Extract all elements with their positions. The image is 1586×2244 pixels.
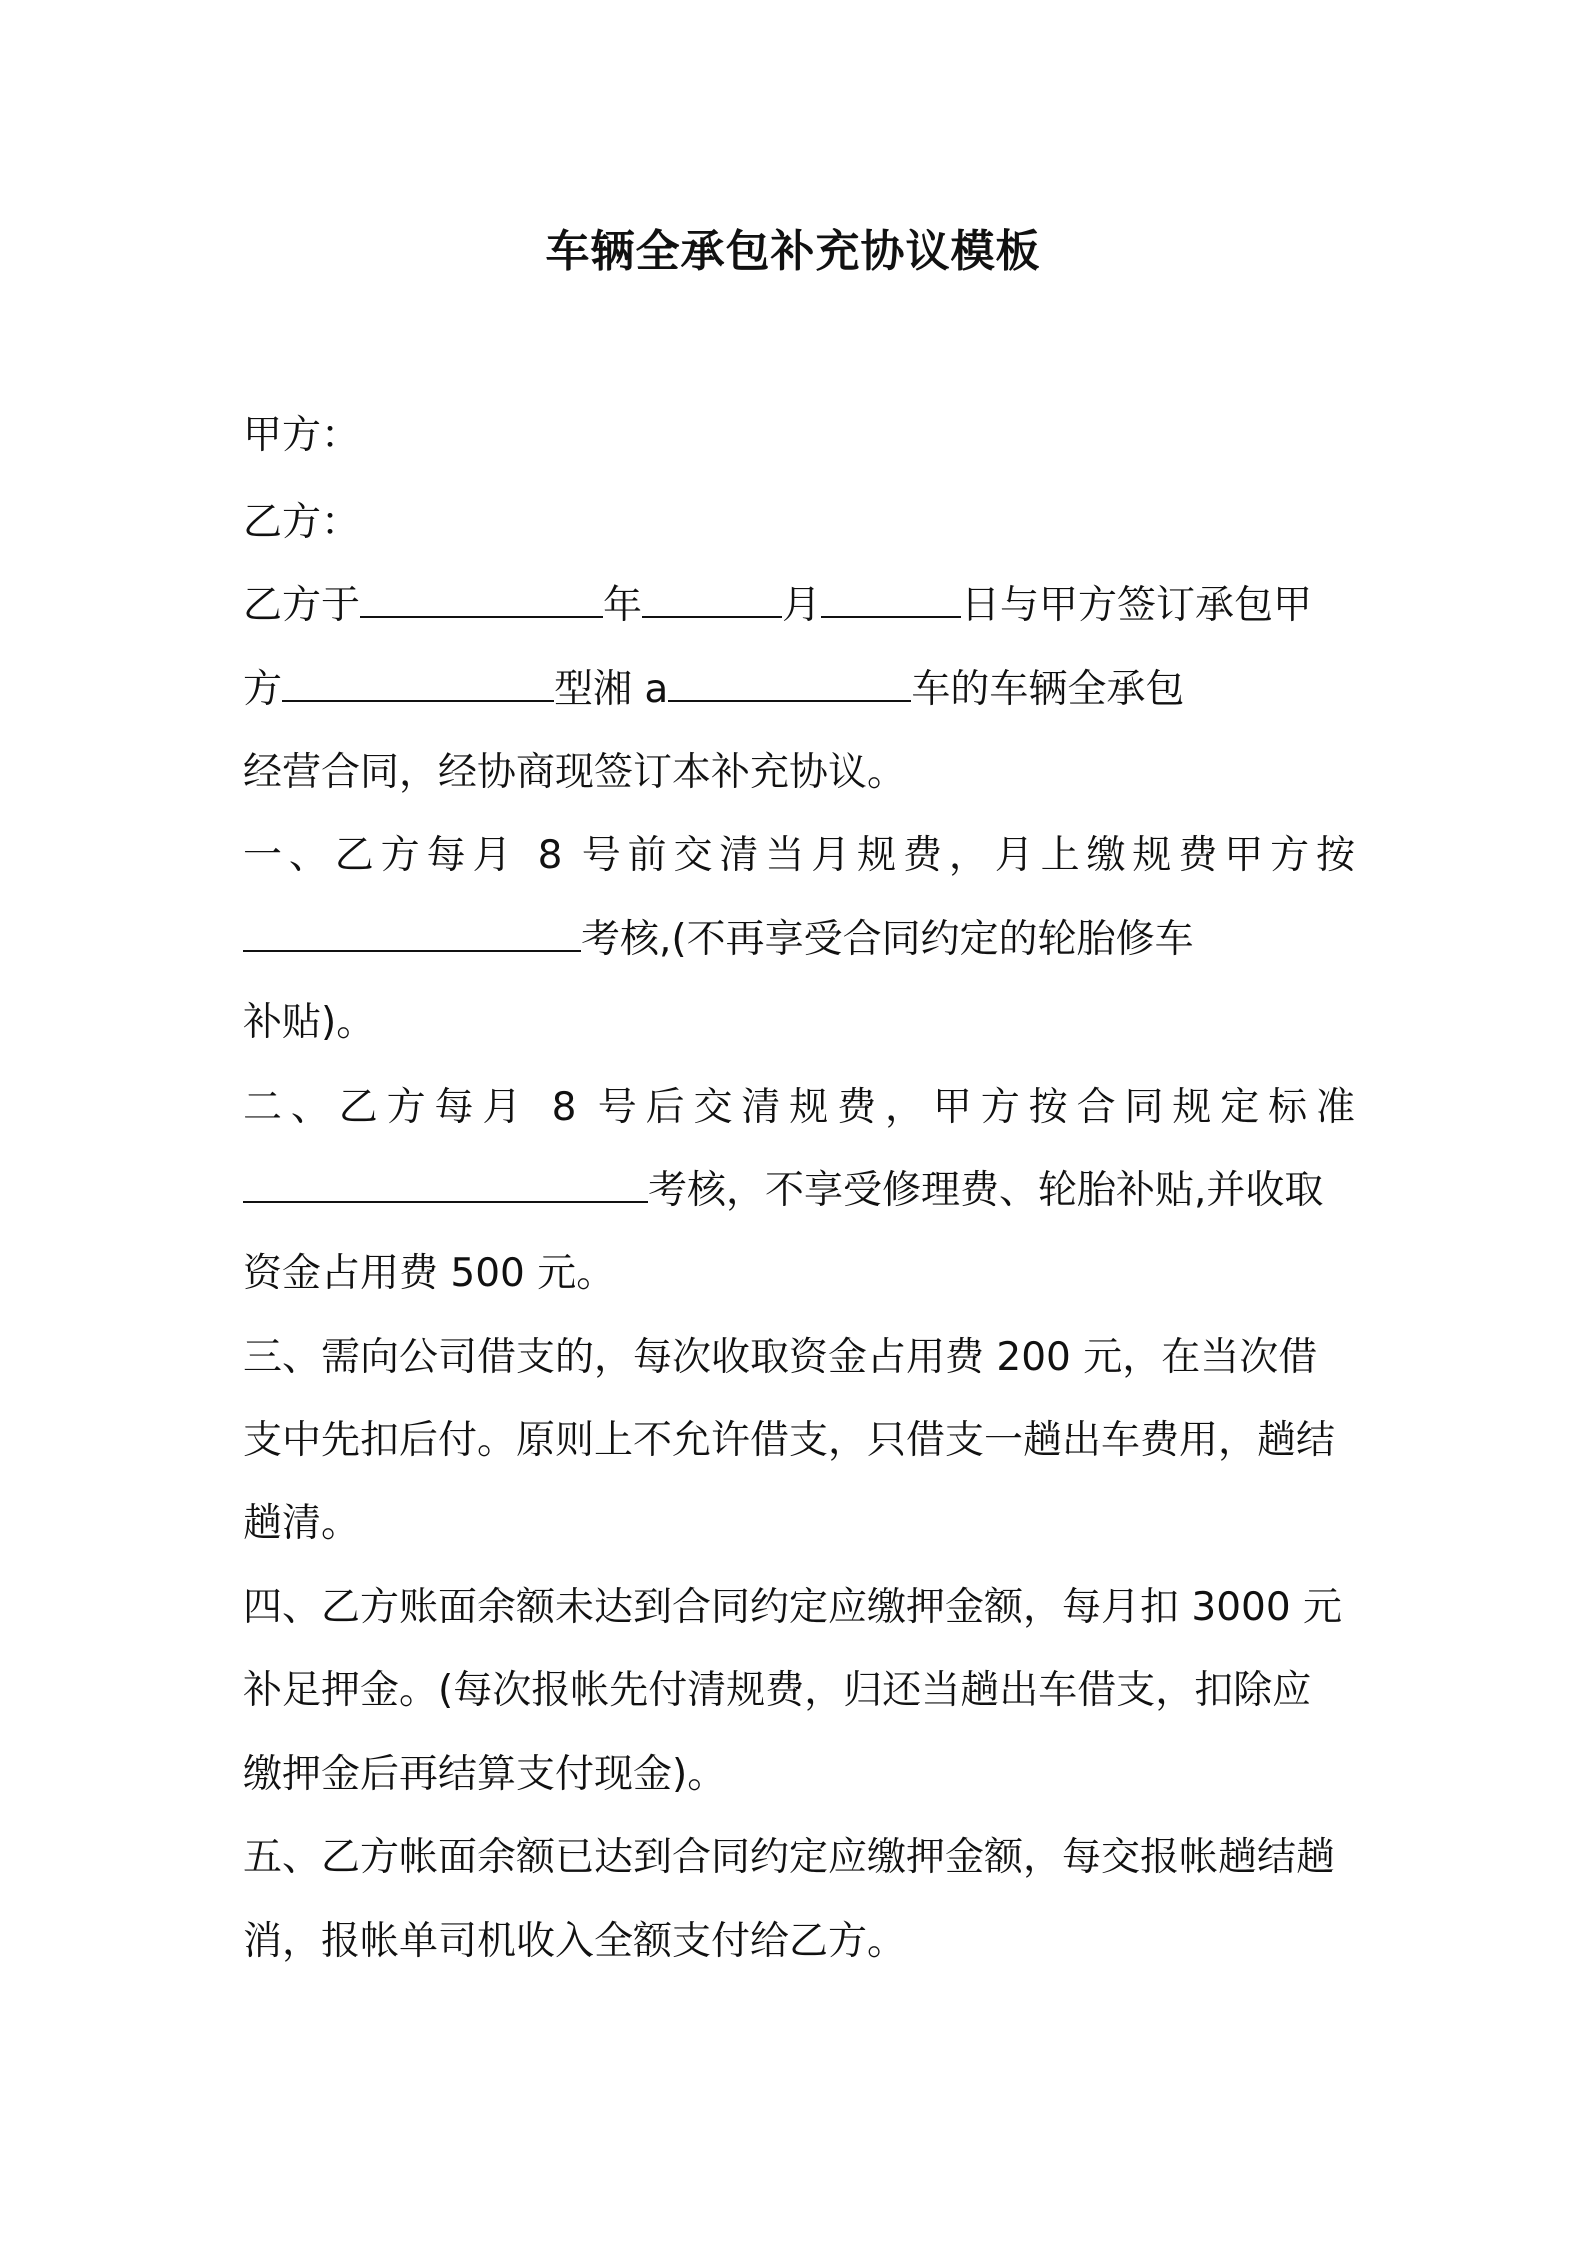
day-blank <box>821 580 961 618</box>
clause-4-line-1: 四、乙方账面余额未达到合同约定应缴押金额，每月扣 3000 元 <box>243 1585 1343 1630</box>
intro-text: 车的车辆全承包 <box>911 667 1185 712</box>
intro-text: 方 <box>243 667 283 712</box>
clause-1-line-2 <box>243 914 1194 966</box>
intro-text: 月 <box>782 583 822 628</box>
intro-text: 型湘 a <box>554 667 669 712</box>
clause-2-line-2 <box>243 1165 1323 1217</box>
intro-line-3: 经营合同，经协商现签订本补充协议。 <box>243 750 907 795</box>
intro-text: 年 <box>603 583 643 628</box>
intro-text: 乙方于 <box>243 583 361 628</box>
clause-1-line-1: 一、乙方每月 8 号前交清当月规费，月上缴规费甲方按 <box>243 833 1355 878</box>
clause-3-line-1: 三、需向公司借支的，每次收取资金占用费 200 元，在当次借 <box>243 1335 1318 1380</box>
document-title: 车辆全承包补充协议模板 <box>545 226 1041 277</box>
party-a-label: 甲方： <box>243 413 361 458</box>
assessment-blank <box>243 914 581 952</box>
clause-4-line-2: 补足押金。(每次报帐先付清规费，归还当趟出车借支，扣除应 <box>243 1668 1312 1713</box>
clause-text: 考核,(不再享受合同约定的轮胎修车 <box>581 917 1194 962</box>
clause-text: 考核，不享受修理费、轮胎补贴,并收取 <box>648 1168 1324 1213</box>
clause-4-line-3: 缴押金后再结算支付现金)。 <box>243 1752 727 1797</box>
clause-3-line-3: 趟清。 <box>243 1501 361 1546</box>
clause-2-line-3: 资金占用费 500 元。 <box>243 1251 616 1296</box>
clause-2-line-1: 二、乙方每月 8 号后交清规费，甲方按合同规定标准 <box>243 1085 1355 1130</box>
month-blank <box>642 580 782 618</box>
intro-text: 日与甲方签订承包甲 <box>961 583 1313 628</box>
standard-blank <box>243 1165 648 1203</box>
clause-3-line-2: 支中先扣后付。原则上不允许借支，只借支一趟出车费用，趟结 <box>243 1418 1336 1463</box>
plate-number-blank <box>668 664 911 702</box>
clause-5-line-1: 五、乙方帐面余额已达到合同约定应缴押金额，每交报帐趟结趟 <box>243 1835 1336 1880</box>
vehicle-model-blank <box>282 664 554 702</box>
intro-line-1 <box>243 580 1312 632</box>
party-b-label: 乙方： <box>243 500 361 545</box>
year-blank <box>360 580 603 618</box>
clause-5-line-2: 消，报帐单司机收入全额支付给乙方。 <box>243 1919 907 1964</box>
clause-1-line-3: 补贴)。 <box>243 1000 376 1045</box>
intro-line-2 <box>243 664 1184 716</box>
